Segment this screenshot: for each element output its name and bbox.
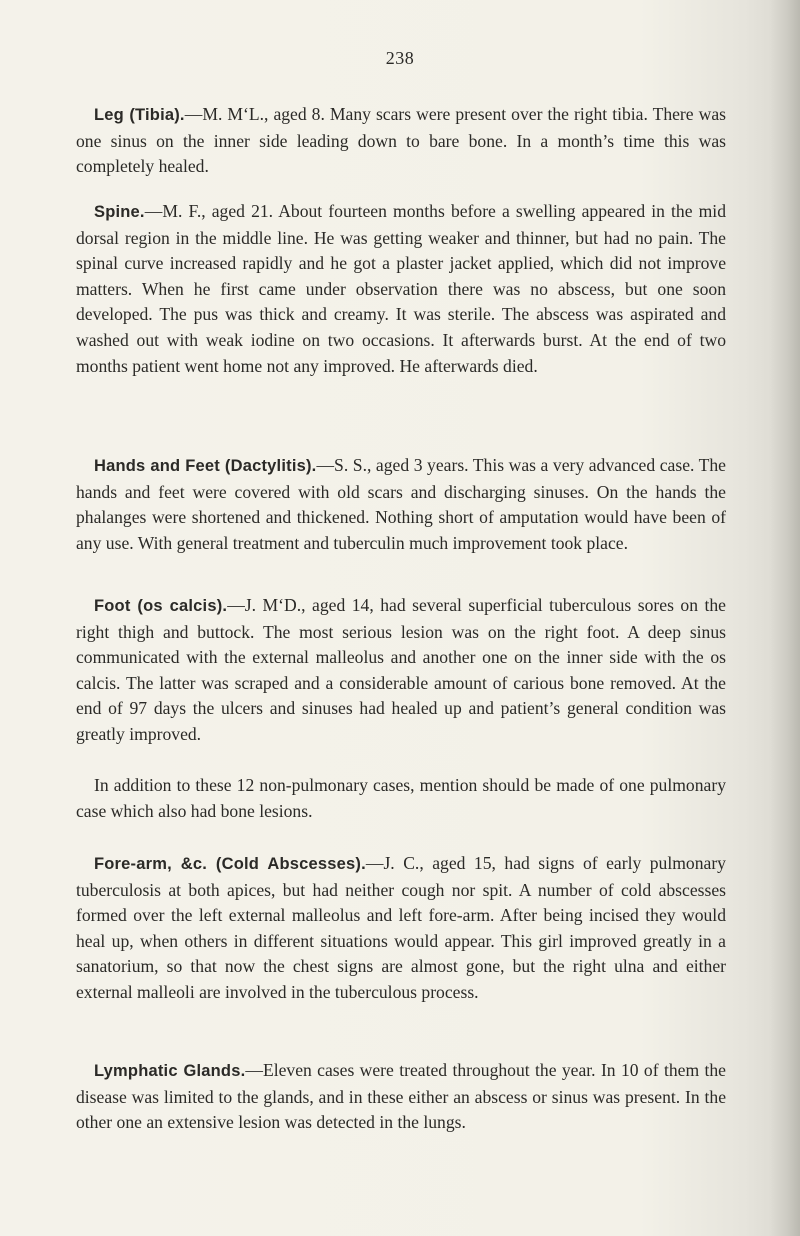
- heading-spine: Spine.: [94, 203, 145, 221]
- paragraph-leg-tibia: [76, 102, 726, 180]
- paragraph-hands-feet: [76, 453, 726, 556]
- heading-hands-feet: Hands and Feet (Dactylitis).: [94, 457, 317, 475]
- text-hands-feet: —S. S., aged 3 years. This was a very advanced case. The hands and feet were covered with old scars and discharging sinuses. On the hands the phalanges were shortened and thickened. Nothing short of amputation would have been of any use. With general treatment and tuberculin much improvement took place.: [76, 455, 726, 553]
- page-number: 238: [385, 48, 415, 68]
- page-edge-shadow: [770, 0, 800, 1236]
- text-forearm-cold-abscesses: —J. C., aged 15, had signs of early pulmonary tuberculosis at both apices, but had neither cough nor spit. A number of cold abscesses formed over the left external malleolus and left fore-arm. After being incised they would heal up, when others in different situations would appear. This girl improved greatly in a sanatorium, so that now the chest signs are almost gone, but the right ulna and either external malleoli are involved in the tuberculous process.: [76, 853, 726, 1002]
- paragraph-spine: [76, 199, 726, 379]
- text-spine: —M. F., aged 21. About fourteen months before a swelling appeared in the mid dorsal region in the middle line. He was getting weaker and thinner, but had no pain. The spinal curve increased rapidly and he got a plaster jacket applied, which did not improve matters. When he first came under observation there was no abscess, but one soon developed. The pus was thick and creamy. It was sterile. The abscess was aspirated and washed out with weak iodine on two occasions. It afterwards burst. At the end of two months patient went home not any improved. He afterwards died.: [76, 201, 726, 376]
- paragraph-addition: In addition to these 12 non-pulmonary cases, mention should be made of one pulmonary case which also had bone lesions.: [76, 775, 726, 821]
- text-lymphatic-glands: —Eleven cases were treated throughout the year. In 10 of them the disease was limited to the glands, and in these either an abscess or sinus was present. In the other one an extensive lesion was detected in the lungs.: [76, 1060, 726, 1133]
- heading-lymphatic-glands: Lymphatic Glands.: [94, 1062, 246, 1080]
- text-leg-tibia: —M. M‘L., aged 8. Many scars were present over the right tibia. There was one sinus on the inner side leading down to bare bone. In a month’s time this was completely healed.: [76, 104, 726, 177]
- heading-foot-os-calcis: Foot (os calcis).: [94, 597, 228, 615]
- heading-leg-tibia: Leg (Tibia).: [94, 106, 185, 124]
- text-foot-os-calcis: —J. M‘D., aged 14, had several superficial tuberculous sores on the right thigh and buttock. The most serious lesion was on the right foot. A deep sinus communicated with the external malleolus and another one on the inner side with the os calcis. The latter was scraped and a considerable amount of carious bone removed. At the end of 97 days the ulcers and sinuses had healed up and patient’s general condition was greatly improved.: [76, 595, 726, 744]
- paragraph-lymphatic-glands: [76, 1058, 726, 1136]
- paragraph-foot-os-calcis: [76, 593, 726, 748]
- paragraph-forearm-cold-abscesses: [76, 851, 726, 1006]
- heading-forearm-cold-abscesses: Fore-arm, &c. (Cold Abscesses).: [94, 855, 366, 873]
